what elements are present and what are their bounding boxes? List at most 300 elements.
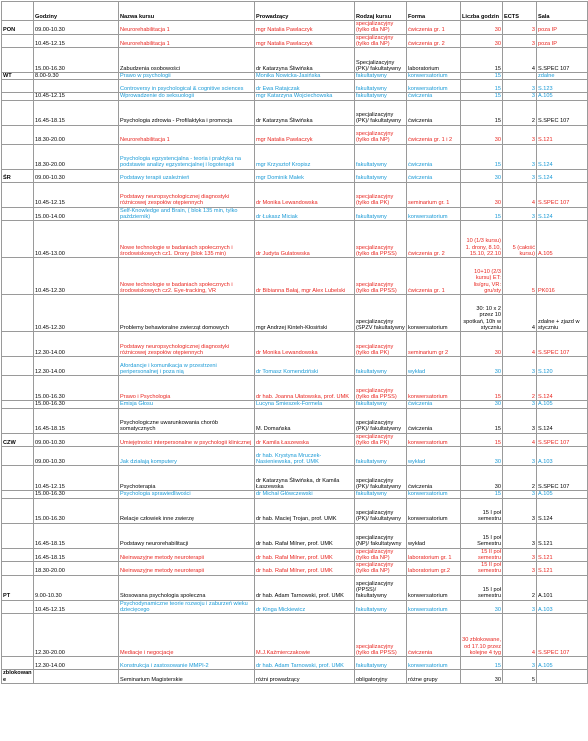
ects-cell: 4 — [503, 332, 537, 357]
room-cell: S.124 — [537, 144, 588, 169]
day-cell: PT — [2, 575, 34, 600]
form-cell: ćwiczenia — [407, 100, 461, 125]
header-day — [2, 2, 34, 21]
form-cell: ćwiczenia — [407, 466, 461, 491]
time-cell: 16.45-18.15 — [34, 548, 119, 562]
form-cell: konwersatorium — [407, 376, 461, 401]
ects-cell: 3 — [503, 523, 537, 548]
hour-count-cell: 15 — [461, 144, 503, 169]
time-cell: 16.45-18.15 — [34, 408, 119, 433]
teacher-cell: mgr Andrzej Kinteh-Kłosiński — [255, 295, 355, 332]
table-row — [2, 357, 588, 376]
hour-count-cell: 30 — [461, 600, 503, 614]
teacher-cell: dr Ewa Ratajczak — [255, 80, 355, 93]
time-cell: 10.45-13.00 — [34, 221, 119, 258]
room-cell: S.124 — [537, 498, 588, 523]
hour-count-cell: 15 — [461, 80, 503, 93]
table-row — [2, 498, 588, 523]
header-hour-count: Liczba godzin — [461, 2, 503, 21]
ects-cell: 3 — [503, 447, 537, 466]
course-name-cell: Psychologia zdrowia - Profilaktyka i promocja — [119, 100, 255, 125]
ects-cell: 5 — [503, 258, 537, 295]
ects-cell: 4 — [503, 433, 537, 447]
room-cell: S.121 — [537, 562, 588, 576]
hour-count-cell: 30 — [461, 466, 503, 491]
day-cell — [2, 80, 34, 93]
teacher-cell: Monika Nowicka-Jasińska — [255, 73, 355, 80]
course-name-cell: Psychologiczne uwarunkowania chorób somatycznych — [119, 408, 255, 433]
course-name-cell: Wprowadzenie do seksuologii — [119, 93, 255, 100]
form-cell: konwersatorium — [407, 433, 461, 447]
course-type-cell: specjalizacyjny (NP)/ fakultatywny — [355, 523, 407, 548]
room-cell: A.101 — [537, 575, 588, 600]
room-cell: S.124 — [537, 207, 588, 221]
course-name-cell: Prawo w psychologii — [119, 73, 255, 80]
day-cell — [2, 657, 34, 670]
course-name-cell: Podstawy terapii uzależnień — [119, 169, 255, 182]
form-cell: seminarium gr 2 — [407, 332, 461, 357]
course-type-cell: specjalizacyjny (tylko dla PPSS) — [355, 614, 407, 657]
ects-cell: 2 — [503, 100, 537, 125]
course-type-cell: fakultatywny — [355, 447, 407, 466]
ects-cell: 4 — [503, 295, 537, 332]
room-cell: poza IP — [537, 21, 588, 35]
room-cell: S.SPEC 107 — [537, 332, 588, 357]
teacher-cell: różni prowadzący — [255, 670, 355, 684]
hour-count-cell: 30 — [461, 332, 503, 357]
course-name-cell: Neurorehabilitacja 1 — [119, 21, 255, 35]
time-cell: 9.00-10.30 — [34, 575, 119, 600]
day-cell — [2, 401, 34, 408]
day-cell — [2, 357, 34, 376]
room-cell: S.121 — [537, 125, 588, 144]
teacher-cell: dr hab. Krystyna Mruczek-Nasieniewska, prof. UMK — [255, 447, 355, 466]
ects-cell — [503, 73, 537, 80]
hour-count-cell: 15 I poł Semestru — [461, 523, 503, 548]
room-cell — [537, 670, 588, 684]
table-row — [2, 466, 588, 491]
course-type-cell: specjalizacyjny (tylko dla NP) — [355, 125, 407, 144]
form-cell: ćwiczenia gr. 1 — [407, 21, 461, 35]
course-type-cell: specjalizacyjny (tylko dla NP) — [355, 562, 407, 576]
ects-cell: 3 — [503, 657, 537, 670]
form-cell: konwersatorium — [407, 657, 461, 670]
hour-count-cell: 15 — [461, 48, 503, 73]
day-cell — [2, 600, 34, 614]
teacher-cell: mgr Natalia Pawlaczyk — [255, 21, 355, 35]
time-cell — [34, 80, 119, 93]
hour-count-cell: 30: 10 x 2 przez 10 spotkań, 10h w styczniu — [461, 295, 503, 332]
course-name-cell: Relacje człowiek inne zwierzę — [119, 498, 255, 523]
table-row — [2, 657, 588, 670]
day-cell — [2, 125, 34, 144]
course-type-cell: specjalizacyjny (tylko dla PPSS) — [355, 258, 407, 295]
teacher-cell: dr Monika Lewandowska — [255, 182, 355, 207]
time-cell: 10.45-12.30 — [34, 295, 119, 332]
day-cell — [2, 491, 34, 498]
hour-count-cell: 15 I poł semestru — [461, 575, 503, 600]
course-type-cell: specjalizacyjny (PK)/ fakultatywny — [355, 466, 407, 491]
hour-count-cell: 30 — [461, 357, 503, 376]
teacher-cell: dr hab. Maciej Trojan, prof. UMK — [255, 498, 355, 523]
room-cell: A.105 — [537, 491, 588, 498]
ects-cell: 3 — [503, 34, 537, 48]
teacher-cell: dr Kinga Mickiewicz — [255, 600, 355, 614]
schedule-body — [2, 21, 588, 684]
course-name-cell: Neurorehabilitacja 1 — [119, 125, 255, 144]
course-name-cell: Podstawy neuropsychologicznej diagnostyki różnicowej zespołów otępiennych — [119, 332, 255, 357]
hour-count-cell: 15 II poł semestru — [461, 562, 503, 576]
course-name-cell: Nieinwazyjne metody neuroterapii — [119, 562, 255, 576]
time-cell: 12.30-14.00 — [34, 357, 119, 376]
schedule-table — [1, 1, 588, 684]
hour-count-cell: 10 (1/3 kursu) 1. drony, 8.10, 15.10, 22.10 — [461, 221, 503, 258]
day-cell — [2, 562, 34, 576]
teacher-cell: dr hab. Rafał Milner, prof. UMK — [255, 523, 355, 548]
form-cell: konwersatorium — [407, 73, 461, 80]
course-type-cell: fakultatywny — [355, 657, 407, 670]
course-type-cell: fakultatywny — [355, 600, 407, 614]
hour-count-cell: 15 — [461, 376, 503, 401]
form-cell: konwersatorium — [407, 600, 461, 614]
teacher-cell: M.J.Kaźmierczakowie — [255, 614, 355, 657]
teacher-cell: mgr Dominik Małek — [255, 169, 355, 182]
time-cell: 09.00-10.30 — [34, 447, 119, 466]
time-cell: 15.00-16.30 — [34, 498, 119, 523]
ects-cell: 3 — [503, 144, 537, 169]
time-cell: 10.45-12.15 — [34, 466, 119, 491]
hour-count-cell: 15 II poł semestru — [461, 548, 503, 562]
table-row — [2, 207, 588, 221]
course-type-cell: specjalizacyjny (PK)/ fakultatywny — [355, 100, 407, 125]
table-row — [2, 295, 588, 332]
ects-cell: 3 — [503, 169, 537, 182]
course-name-cell: Nowe technologie w badaniach społecznych i środowiskowych cz1. Drony (blok 135 min) — [119, 221, 255, 258]
teacher-cell: dr Łukasz Miciak — [255, 207, 355, 221]
ects-cell: 3 — [503, 125, 537, 144]
day-cell — [2, 207, 34, 221]
time-cell: 8.00-9.30 — [34, 73, 119, 80]
course-type-cell: specjalizacyjny (tylko dla PK) — [355, 332, 407, 357]
form-cell: seminarium gr. 1 — [407, 182, 461, 207]
course-name-cell: Nieinwazyjne metody neuroterapii — [119, 548, 255, 562]
course-name-cell: Jak działają komputery — [119, 447, 255, 466]
course-type-cell: fakultatywny — [355, 80, 407, 93]
hour-count-cell: 30 — [461, 34, 503, 48]
form-cell: różne grupy — [407, 670, 461, 684]
room-cell: S.124 — [537, 169, 588, 182]
teacher-cell: dr Kamila Łaszewska — [255, 433, 355, 447]
course-name-cell: Podstawy neurorehabilitacji — [119, 523, 255, 548]
day-cell: zblokowane — [3, 670, 32, 683]
time-cell: 15.00-16.30 — [34, 401, 119, 408]
course-type-cell: specjalizacyjny (SPZV fakultatywny — [355, 295, 407, 332]
room-cell: S.124 — [537, 376, 588, 401]
table-row — [2, 221, 588, 258]
teacher-cell: dr Katarzyna Śliwińska — [255, 48, 355, 73]
header-room: Sala — [537, 2, 588, 21]
table-row — [2, 376, 588, 401]
ects-cell: 2 — [503, 376, 537, 401]
form-cell: ćwiczenia — [407, 401, 461, 408]
time-cell: 16.45-18.15 — [34, 523, 119, 548]
ects-cell: 3 — [503, 600, 537, 614]
course-type-cell: specjalizacyjny (PK)/ fakultatywny — [355, 408, 407, 433]
time-cell: 12.30-14.00 — [34, 657, 119, 670]
form-cell: laboratorium gr. 1 — [407, 548, 461, 562]
form-cell: ćwiczenia — [407, 614, 461, 657]
day-cell — [2, 48, 34, 73]
table-row — [2, 80, 588, 93]
day-cell — [2, 498, 34, 523]
hour-count-cell: 15 — [461, 93, 503, 100]
teacher-cell: M. Domańska — [255, 408, 355, 433]
ects-cell: 5 (całość kursu) — [503, 221, 537, 258]
table-row — [2, 670, 588, 684]
hour-count-cell: 30 — [461, 447, 503, 466]
room-cell: S.121 — [537, 523, 588, 548]
header-teacher: Prowadzący — [255, 2, 355, 21]
form-cell: konwersatorium — [407, 491, 461, 498]
day-cell — [2, 376, 34, 401]
form-cell: wykład — [407, 523, 461, 548]
day-cell — [2, 523, 34, 548]
teacher-cell: Lucyna Śmieszek-Formela — [255, 401, 355, 408]
table-row — [2, 614, 588, 657]
header-row — [2, 2, 588, 21]
teacher-cell: dr Monika Lewandowska — [255, 332, 355, 357]
time-cell: 09.00-10.30 — [34, 21, 119, 35]
teacher-cell: dr Michał Główczewski — [255, 491, 355, 498]
day-cell — [2, 408, 34, 433]
header-course-type: Rodzaj kursu — [355, 2, 407, 21]
day-cell — [2, 548, 34, 562]
ects-cell: 4 — [503, 48, 537, 73]
course-name-cell: Umiejętności interpersonalne w psychologii klinicznej — [119, 433, 255, 447]
form-cell: ćwiczenia — [407, 408, 461, 433]
teacher-cell: dr hab. Rafał Milner, prof. UMK — [255, 562, 355, 576]
room-cell: S.SPEC 107 — [537, 466, 588, 491]
ects-cell: 3 — [503, 80, 537, 93]
course-type-cell: fakultatywny — [355, 169, 407, 182]
teacher-cell: mgr Natalia Pawlaczyk — [255, 125, 355, 144]
ects-cell: 2 — [503, 466, 537, 491]
form-cell: ćwiczenia — [407, 144, 461, 169]
course-name-cell: Controversy in psychological & cognitive sciences — [119, 80, 255, 93]
teacher-cell: dr Tomasz Komendziński — [255, 357, 355, 376]
course-type-cell: fakultatywny — [355, 491, 407, 498]
form-cell: konwersatorium — [407, 498, 461, 523]
hour-count-cell: 15 — [461, 73, 503, 80]
course-name-cell: Prawo i Psychologia — [119, 376, 255, 401]
time-cell: 10.45-12.15 — [34, 600, 119, 614]
day-cell: WT — [2, 73, 34, 80]
form-cell: konwersatorium — [407, 207, 461, 221]
course-name-cell: Neurorehabilitacja 1 — [119, 34, 255, 48]
hour-count-cell: 30 — [461, 670, 503, 684]
ects-cell: 3 — [503, 408, 537, 433]
course-type-cell: fakultatywny — [355, 357, 407, 376]
table-row — [2, 73, 588, 80]
table-row — [2, 21, 588, 35]
day-cell — [2, 144, 34, 169]
header-course-name: Nazwa kursu — [119, 2, 255, 21]
time-cell: 15.00-14.00 — [34, 207, 119, 221]
hour-count-cell: 30 — [461, 125, 503, 144]
ects-cell: 4 — [503, 614, 537, 657]
form-cell: ćwiczenia gr. 1 i 2 — [407, 125, 461, 144]
day-cell — [2, 258, 34, 295]
time-cell: 10.45-12.15 — [34, 93, 119, 100]
table-row — [2, 401, 588, 408]
course-type-cell: fakultatywny — [355, 401, 407, 408]
room-cell: S.SPEC 107 — [537, 614, 588, 657]
teacher-cell: mgr Krzysztof Kropisz — [255, 144, 355, 169]
course-type-cell: fakultatywny — [355, 93, 407, 100]
ects-cell: 3 — [503, 491, 537, 498]
form-cell: wykład — [407, 447, 461, 466]
course-name-cell: Psychologia sprawiedliwości — [119, 491, 255, 498]
table-row — [2, 125, 588, 144]
course-name-cell: Seminarium Magisterskie — [119, 670, 255, 684]
form-cell: ćwiczenia gr. 1 — [407, 258, 461, 295]
form-cell: laboratorium gr.2 — [407, 562, 461, 576]
room-cell: S.SPEC 107 — [537, 433, 588, 447]
time-cell: 12.30-14.00 — [34, 332, 119, 357]
room-cell: S.120 — [537, 357, 588, 376]
time-cell: 16.45-18.15 — [34, 100, 119, 125]
course-type-cell: specjalizacyjny (tylko dla NP) — [355, 548, 407, 562]
teacher-cell: dr Katarzyna Śliwińska — [255, 100, 355, 125]
course-name-cell: Stosowana psychologia społeczna — [119, 575, 255, 600]
time-cell: 18.30-20.00 — [34, 144, 119, 169]
hour-count-cell: 15 — [461, 207, 503, 221]
time-cell: 10.45-12.30 — [34, 258, 119, 295]
hour-count-cell: 10+10 (2/3 kursu) ET: lis/gru, VR: gru/sty — [461, 258, 503, 295]
header-form: Forma — [407, 2, 461, 21]
day-cell: CZW — [2, 433, 34, 447]
course-name-cell: Zabudzenia osobowości — [119, 48, 255, 73]
time-cell: 18.30-20.00 — [34, 125, 119, 144]
time-cell: 10.45-12.15 — [34, 182, 119, 207]
ects-cell: 3 — [503, 93, 537, 100]
room-cell: zdalne — [537, 73, 588, 80]
table-row — [2, 408, 588, 433]
hour-count-cell: 30 zblokowane, od 17.10 przez kolejne 4 tyg — [461, 614, 503, 657]
ects-cell: 3 — [503, 548, 537, 562]
time-cell: 15.00-16.30 — [34, 491, 119, 498]
ects-cell: 2 — [503, 575, 537, 600]
time-cell: 15.00-16.30 — [34, 48, 119, 73]
table-row — [2, 144, 588, 169]
time-cell: 15.00-16.30 — [34, 376, 119, 401]
room-cell: S.SPEC 107 — [537, 182, 588, 207]
form-cell: ćwiczenia gr. 2 — [407, 34, 461, 48]
room-cell: A.105 — [537, 657, 588, 670]
room-cell: poza IP — [537, 34, 588, 48]
teacher-cell: dr hab. Adam Tarnowski, prof. UMK — [255, 657, 355, 670]
room-cell: A.103 — [537, 447, 588, 466]
room-cell: S.SPEC 107 — [537, 100, 588, 125]
day-cell — [2, 332, 34, 357]
teacher-cell: dr hab. Rafał Milner, prof. UMK — [255, 548, 355, 562]
room-cell: A.105 — [537, 93, 588, 100]
room-cell: A.103 — [537, 600, 588, 614]
room-cell: S.SPEC 107 — [537, 48, 588, 73]
day-cell — [2, 182, 34, 207]
teacher-cell: dr Bibianna Bałaj, mgr Alex Lubelski — [255, 258, 355, 295]
table-row — [2, 182, 588, 207]
hour-count-cell: 15 — [461, 100, 503, 125]
room-cell: S.121 — [537, 548, 588, 562]
hour-count-cell: 15 — [461, 433, 503, 447]
time-cell: 12.30-20.00 — [34, 614, 119, 657]
course-name-cell: Podstawy neuropsychologicznej diagnostyki różnicowej zespołów otępiennych — [119, 182, 255, 207]
table-row — [2, 332, 588, 357]
header-hours: Godziny — [34, 2, 119, 21]
table-row — [2, 34, 588, 48]
time-cell: 09.00-10.30 — [34, 169, 119, 182]
course-type-cell: specjalizacyjny (tylko dla NP) — [355, 34, 407, 48]
course-name-cell: Nowe technologie w badaniach społecznych i środowiskowych cz2. Eye-tracking, VR — [119, 258, 255, 295]
course-type-cell: obligatoryjny — [355, 670, 407, 684]
table-row — [2, 447, 588, 466]
form-cell: konwersatorium — [407, 295, 461, 332]
room-cell: S.124 — [537, 408, 588, 433]
form-cell: laboratorium — [407, 48, 461, 73]
day-cell — [2, 34, 34, 48]
hour-count-cell: 30 — [461, 182, 503, 207]
ects-cell: 5 — [503, 670, 537, 684]
form-cell: konwersatorium — [407, 80, 461, 93]
table-row — [2, 433, 588, 447]
course-name-cell: Konstrukcja i zastosowanie MMPI-2 — [119, 657, 255, 670]
ects-cell: 3 — [503, 207, 537, 221]
ects-cell: 3 — [503, 498, 537, 523]
teacher-cell: dr hab. Joanna Ułatowska, prof. UMK — [255, 376, 355, 401]
teacher-cell: mgr Katarzyna Wojciechowska — [255, 93, 355, 100]
course-type-cell: specjalizacyjny (tylko dla NP) — [355, 21, 407, 35]
table-row — [2, 100, 588, 125]
table-row — [2, 562, 588, 576]
table-row — [2, 258, 588, 295]
ects-cell: 3 — [503, 21, 537, 35]
form-cell: konwersatorium — [407, 575, 461, 600]
time-cell: 09.00-10.30 — [34, 433, 119, 447]
room-cell: S.123 — [537, 80, 588, 93]
course-type-cell: specjalizacyjny (PPSS)/ fakultatywny — [355, 575, 407, 600]
course-type-cell: specjalizacyjny (tylko dla PPSS) — [355, 376, 407, 401]
room-cell: A.105 — [537, 221, 588, 258]
hour-count-cell: 15 — [461, 657, 503, 670]
form-cell: ćwiczenia gr. 2 — [407, 221, 461, 258]
course-name-cell: Psychodynamiczne teorie rozwoju i zaburzeń wieku dziecięcego — [119, 600, 255, 614]
hour-count-cell: 30 — [461, 21, 503, 35]
hour-count-cell: 15 — [461, 408, 503, 433]
course-name-cell: Afordancje i komunikacja w przestrzeni peripersonalnej i poza nią — [119, 357, 255, 376]
table-row — [2, 93, 588, 100]
form-cell: ćwiczenia — [407, 93, 461, 100]
time-cell: 18.30-20.00 — [34, 562, 119, 576]
course-type-cell: specjalizacyjny (tylko dla PPSS) — [355, 221, 407, 258]
course-type-cell: fakultatywny — [355, 73, 407, 80]
table-row — [2, 575, 588, 600]
teacher-cell: mgr Natalia Pawlaczyk — [255, 34, 355, 48]
hour-count-cell: 30 — [461, 169, 503, 182]
time-cell: 10.45-12.15 — [34, 34, 119, 48]
form-cell: wykład — [407, 357, 461, 376]
day-cell — [2, 295, 34, 332]
